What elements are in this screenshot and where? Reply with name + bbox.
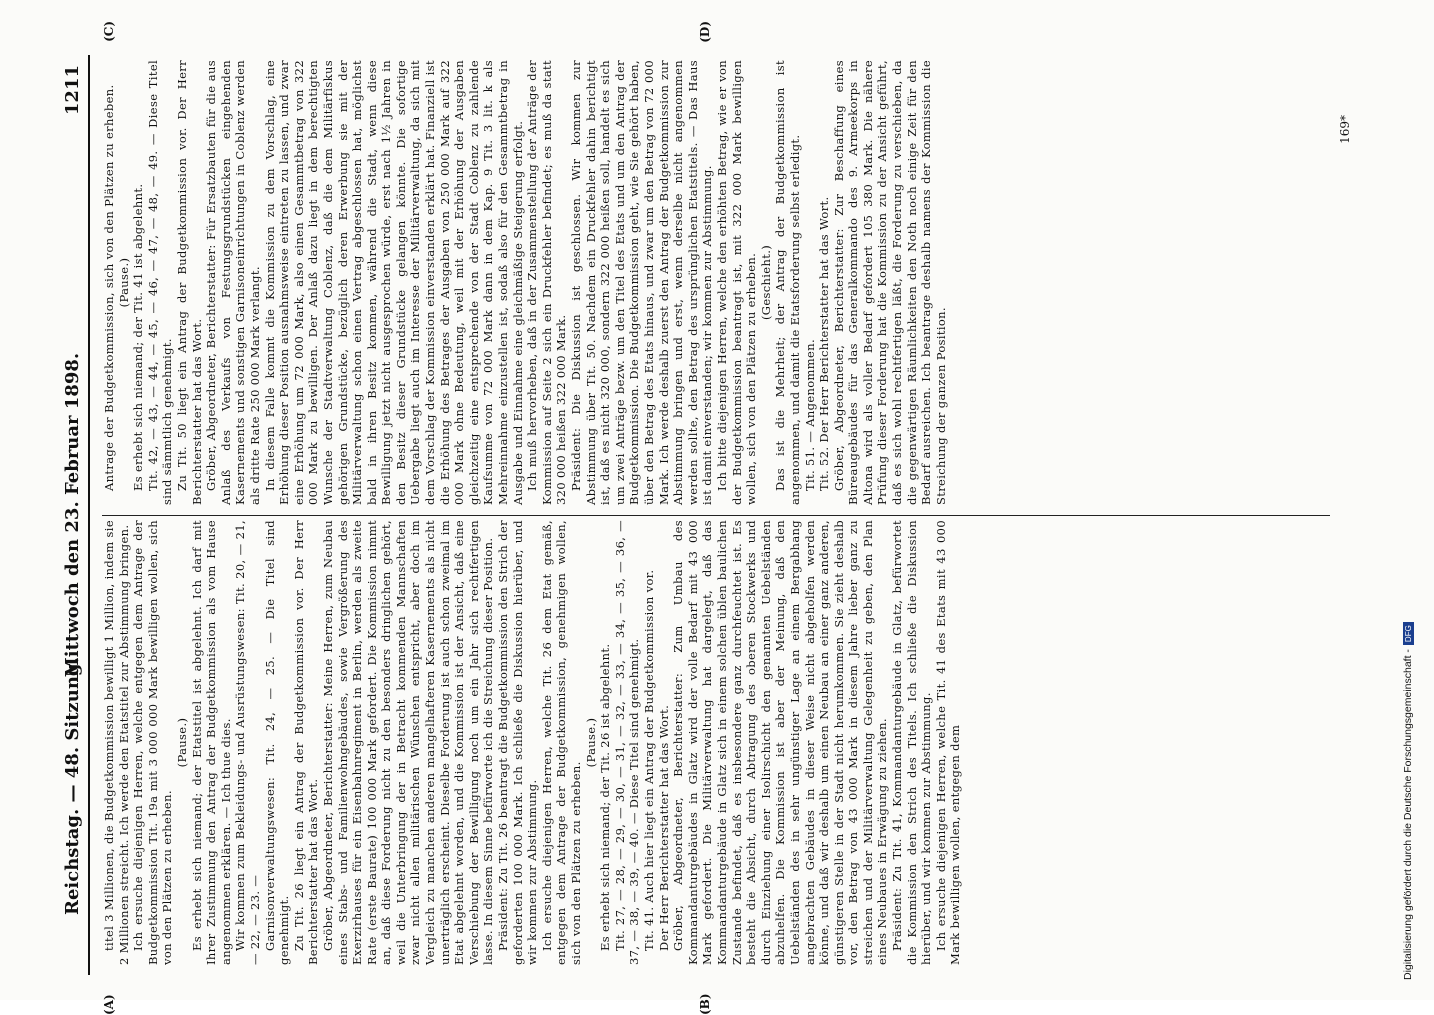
header-date: Mittwoch den 23. Februar 1898. — [62, 55, 83, 975]
paragraph: Tit. 41. Auch hier liegt ein Antrag der Budgetkommission vor. — [642, 520, 657, 965]
paragraph: Ich bitte diejenigen Herren, welche den erhöhten Betrag, wie er von der Budgetkommission beantragt ist, mit 322 000 Mark bewilligen wollen, sich von den Plätzen zu erheben. — [715, 60, 759, 505]
paragraph: Tit. 42, — 43, — 44, — 45, — 46, — 47, — 48, — 49. — Diese Titel sind sämmtlich genehmigt. — [146, 60, 175, 505]
paragraph: Garnisonverwaltungswesen: Tit. 24, — 25. — Die Titel sind genehmigt. — [263, 520, 292, 965]
paragraph: Zu Tit. 26 liegt ein Antrag der Budgetkommission vor. Der Herr Berichterstatter hat das Wort. — [292, 520, 321, 965]
paragraph: Zu Tit. 50 liegt ein Antrag der Budgetkommission vor. Der Herr Berichterstatter hat das Wort. — [175, 60, 204, 505]
paragraph: Präsident: Die Diskussion ist geschlossen. Wir kommen zur Abstimmung über Tit. 50. Nachdem ein Druckfehler dahin berichtigt ist, daß es nicht 320 000, sondern 322 000 heißen soll, handelt es sich um zwei Anträge bezw. um den Titel des Etats und um den Antrag der Budgetkommission. Die Budgetkommission geht, wie Sie gehört haben, über den Betrag des Etats hinaus, und zwar um den Betrag von 72 000 Mark. Ich werde deshalb zuerst den Antrag der Budgetkommission zur Abstimmung bringen und erst, wenn derselbe nicht angenommen werden sollte, den Betrag des ursprünglichen Etatstitels. — Das Haus ist damit einverstanden; wir kommen zur Abstimmung. — [569, 60, 715, 505]
rotated-page-content — [58, 55, 1348, 975]
paragraph: Gröber, Abgeordneter, Berichterstatter: Für Ersatzbauten für die aus Anlaß des Verkaufs von Festungsgrundstücken eingehenden Kasernements und sonstigen Garnisoneinrichtungen in Coblenz werden als dritte Rate 250 000 Mark verlangt. — [204, 60, 262, 505]
margin-mark-d: (D) — [698, 21, 712, 43]
paragraph: Antrage der Budgetkommission, sich von den Plätzen zu erheben. — [102, 60, 117, 505]
running-header — [58, 55, 90, 975]
digitization-text: Digitalisierung gefördert durch die Deutsche Forschungsgemeinschaft - — [1402, 649, 1414, 980]
margin-mark-a: (A) — [102, 994, 116, 1015]
paragraph: In diesem Falle kommt die Kommission zu dem Vorschlag, eine Erhöhung dieser Position ausnahmsweise eintreten zu lassen, und zwar eine Erhöhung um 72 000 Mark, also einen Gesammtbetrag von 322 000 Mark zu bewilligen. Der Anlaß dazu liegt in dem berechtigten Wunsche der Stadtverwaltung Coblenz, daß die dem Militärfiskus gehörigen Grundstücke, bezüglich deren Erwerbung sie mit der Militärverwaltung schon einen Vertrag abgeschlossen hat, möglichst bald in ihren Besitz kommen, während die Stadt, wenn diese Bewilligung jetzt nicht ausgesprochen würde, erst nach 1½ Jahren in den Besitz dieser Grundstücke gelangen könnte. Die sofortige Uebergabe liegt auch im Interesse der Militärverwaltung, da sich mit dem Vorschlag der Kommission einverstanden erklärt hat. Finanziell ist die Erhöhung des Betrages der Ausgaben von 250 000 Mark auf 322 000 Mark ohne Bedeutung, weil mit der Erhöhung der Ausgaben gleichzeitig eine entsprechende von der Stadt Coblenz zu zahlende Kaufsumme von 72 000 Mark dann in dem Kap. 9 Tit. 3 lit. k als Mehreinnahme einzustellen ist, sodaß also für den Gesammtbetrag in Ausgabe und Einnahme eine gleichmäßige Steigerung erfolgt. — [263, 60, 526, 505]
stage-direction: (Pause.) — [117, 60, 132, 505]
header-left: Reichstag. — 48. Sitzung. — [62, 657, 83, 915]
paragraph: Präsident: Zu Tit. 26 beantragt die Budgetkommission den Strich der geforderten 100 000 Mark. Ich schließe die Diskussion hierüber, und wir kommen zur Abstimmung. — [496, 520, 540, 965]
stage-direction: (Pause.) — [175, 520, 190, 965]
paragraph: Das ist die Mehrheit; der Antrag der Budgetkommission ist angenommen, und damit die Etatsforderung selbst erledigt. — [773, 60, 802, 505]
paragraph: Es erhebt sich niemand; der Tit. 41 ist abgelehnt. — [131, 60, 146, 505]
paragraph: Tit. 51. — Angenommen. — [803, 60, 818, 505]
digitization-note — [1402, 80, 1426, 980]
text-column-left — [102, 520, 963, 965]
paragraph: Tit. 27, — 28, — 29, — 30, — 31, — 32, — 33, — 34, — 35, — 36, — 37, — 38, — 39, — 40. — Diese Titel sind genehmigt. — [613, 520, 642, 965]
paragraph: Gröber, Abgeordneter, Berichterstatter: Meine Herren, zum Neubau eines Stabs- und Familienwohngebäudes, sowie Vergrößerung des Exerzirhauses für ein Eisenbahnregiment in Berlin, werden als zweite Rate (erste Baurate) 100 000 Mark gefordert. Die Kommission nimmt an, daß diese Forderung nicht zu den besonders dringlichen gehört, weil die Unterbringung der in Betracht kommenden Mannschaften zwar nicht allen militärischen Wünschen entspricht, aber doch im Vergleich zu manchen anderen mangelhafteren Kasernements als nicht unerträglich erscheint. Dieselbe Forderung ist auch schon zweimal im Etat abgelehnt worden, und die Kommission ist der Ansicht, daß eine Verschiebung der Bewilligung noch um ein Jahr sich rechtfertigen lasse. In diesem Sinne befürworte ich die Streichung dieser Position. — [321, 520, 496, 965]
paragraph: titel 3 Millionen, die Budgetkommission bewilligt 1 Million, indem sie 2 Millionen streicht. Ich werde den Etatstitel zur Abstimmung bringen. — [102, 520, 131, 965]
paragraph: Es erhebt sich niemand; der Etatstitel ist abgelehnt. Ich darf mit Ihrer Zustimmung den Antrag der Budgetkommission als vom Hause angenommen erklären. — Ich thue dies. — [190, 520, 234, 965]
stage-direction: (Geschieht.) — [759, 60, 774, 505]
paragraph: Es erhebt sich niemand; der Tit. 26 ist abgelehnt. — [598, 520, 613, 965]
paragraph: Tit. 52. Der Herr Berichterstatter hat das Wort. — [817, 60, 832, 505]
paragraph: Gröber, Abgeordneter, Berichterstatter: Zur Beschaffung eines Büreaugebäudes für das Generalkommando des 9. Armeekorps in Altona wird als voller Bedarf gefordert 105 380 Mark. Die nähere Prüfung dieser Forderung hat die Kommission zu der Ansicht geführt, daß es sich wohl rechtfertigen läßt, die Forderung zu verschieben, da die gegenwärtigen Räumlichkeiten den Noth noch einige Zeit für den Bedarf ausreichen. Ich beantrage deshalb namens der Kommission die Streichung der ganzen Position. — [832, 60, 949, 505]
margin-mark-c: (C) — [102, 21, 116, 42]
text-column-right — [102, 60, 948, 505]
dfg-logo: DFG — [1403, 622, 1414, 645]
paragraph: Gröber, Abgeordneter, Berichterstatter: Zum Umbau des Kommandanturgebäudes in Glatz wird der volle Bedarf mit 43 000 Mark gefordert. Die Militärverwaltung hat dargelegt, daß das Kommandanturgebäude in Glatz sich in einem solchen üblen baulichen Zustande befindet, daß es insbesondere ganz durchfeuchtet ist. Es besteht die Absicht, durch Abtragung des oberen Stockwerks und durch Einziehung einer Isolirschicht den genannten Uebelständen abzuhelfen. Die Kommission ist aber der Meinung, daß den Uebelständen des in sehr ungünstiger Lage an einem Bergabhang angebrachten Gebäudes in dieser Weise nicht abgeholfen werden könne, und daß wir deshalb um einen Neubau an einer ganz anderen, günstigeren Stelle in der Stadt nicht herumkommen. Sie zieht deshalb vor, den Betrag von 43 000 Mark in diesem Jahre lieber ganz zu streichen und der Militärverwaltung Gelegenheit zu geben, den Plan eines Neubaues in Erwägung zu ziehen. — [671, 520, 890, 965]
page-number: 1211 — [62, 65, 83, 115]
stage-direction: (Pause.) — [584, 520, 599, 965]
margin-mark-b: (B) — [698, 994, 712, 1015]
paragraph: Ich muß hervorheben, daß in der Zusammenstellung der Anträge der Kommission auf Seite 2 sich ein Druckfehler befindet; es muß da statt 320 000 heißen 322 000 Mark. — [525, 60, 569, 505]
paragraph: Ich ersuche diejenigen Herren, welche entgegen dem Antrage der Budgetkommission Tit. 19a mit 3 000 000 Mark bewilligen wollen, sich von den Plätzen zu erheben. — [131, 520, 175, 965]
paragraph: Der Herr Berichterstatter hat das Wort. — [657, 520, 672, 965]
paragraph: Ich ersuche diejenigen Herren, welche Tit. 41 des Etats mit 43 000 Mark bewilligen wollen, entgegen dem — [934, 520, 963, 965]
column-divider — [102, 515, 1330, 516]
paragraph: Präsident: Zu Tit. 41, Kommandanturgebäude in Glatz, befürwortet die Kommission den Strich des Titels. Ich schließe die Diskussion hierüber, und wir kommen zur Abstimmung. — [890, 520, 934, 965]
paragraph: Wir kommen zum Bekleidungs- und Ausrüstungswesen: Tit. 20, — 21, — 22, — 23. — — [233, 520, 262, 965]
paragraph: Ich ersuche diejenigen Herren, welche Tit. 26 dem Etat gemäß, entgegen dem Antrage der Budgetkommission, genehmigen wollen, sich von den Plätzen zu erheben. — [540, 520, 584, 965]
folio-mark: 169* — [1338, 115, 1352, 144]
